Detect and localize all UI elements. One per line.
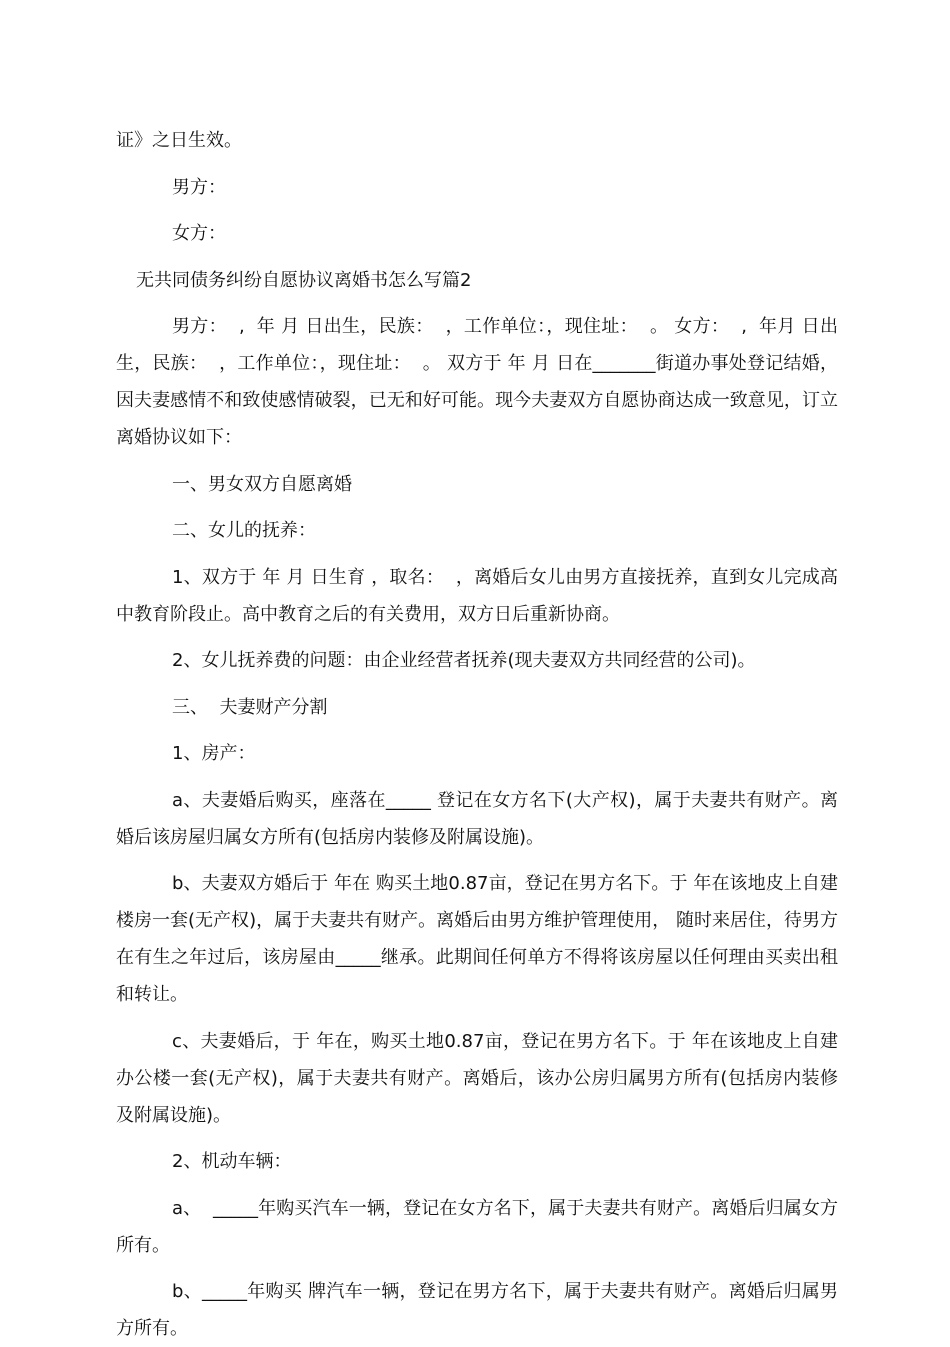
paragraph-parties-intro: 男方： , 年 月 日出生，民族： ，工作单位：，现住址： 。 女方： , 年月 日出生，民族： ，工作单位：，现住址： 。 双方于 年 月 日在_______街道办事处登记结婚，因夫妻感情不和致使感情破裂，已无和好可能。现今夫妻双方自愿协商达成一致意见，订立离婚协议如下： bbox=[116, 316, 838, 448]
clause-vehicle-b: b、_____年购买 牌汽车一辆，登记在男方名下，属于夫妻共有财产。离婚后归属男方所有。 bbox=[116, 1281, 838, 1339]
clause-heading-vehicles: 2、机动车辆： bbox=[172, 1151, 292, 1172]
clause-heading-property: 三、 夫妻财产分割 bbox=[172, 696, 328, 718]
clause-vehicle-a: a、 _____年购买汽车一辆，登记在女方名下，属于夫妻共有财产。离婚后归属女方所有。 bbox=[116, 1197, 838, 1256]
signature-line-husband: 男方： bbox=[172, 176, 226, 198]
section-title: 无共同债务纠纷自愿协议离婚书怎么写篇2 bbox=[136, 269, 472, 291]
clause-custody-2: 2、女儿抚养费的问题：由企业经营者抚养(现夫妻双方共同经营的公司)。 bbox=[172, 650, 756, 671]
document-body bbox=[116, 122, 838, 1347]
clause-real-estate-c: c、夫妻婚后，于 年在，购买土地0.87亩，登记在男方名下。于 年在该地皮上自建办公楼一套(无产权)，属于夫妻共有财产。离婚后，该办公房归属男方所有(包括房内装修及附属设施)。 bbox=[116, 1030, 838, 1126]
clause-heading-custody: 二、女儿的抚养： bbox=[172, 520, 316, 541]
clause-heading-divorce: 一、男女双方自愿离婚 bbox=[172, 473, 352, 495]
signature-line-wife: 女方： bbox=[172, 223, 226, 244]
clause-heading-real-estate: 1、房产： bbox=[172, 743, 256, 764]
clause-real-estate-a: a、夫妻婚后购买，座落在_____ 登记在女方名下(大产权)，属于夫妻共有财产。离婚后该房屋归属女方所有(包括房内装修及附属设施)。 bbox=[116, 789, 838, 848]
clause-custody-1: 1、双方于 年 月 日生育 ，取名： ，离婚后女儿由男方直接抚养，直到女儿完成高中教育阶段止。高中教育之后的有关费用，双方日后重新协商。 bbox=[116, 566, 838, 625]
clause-real-estate-b: b、夫妻双方婚后于 年在 购买土地0.87亩，登记在男方名下。于 年在该地皮上自建楼房一套(无产权)，属于夫妻共有财产。离婚后由男方维护管理使用， 随时来居住，待男方在有生之年过后，该房屋由_____继承。此期间任何单方不得将该房屋以任何理由买卖出租和转让。 bbox=[116, 873, 838, 1005]
paragraph-effective-clause: 证》之日生效。 bbox=[116, 130, 242, 151]
